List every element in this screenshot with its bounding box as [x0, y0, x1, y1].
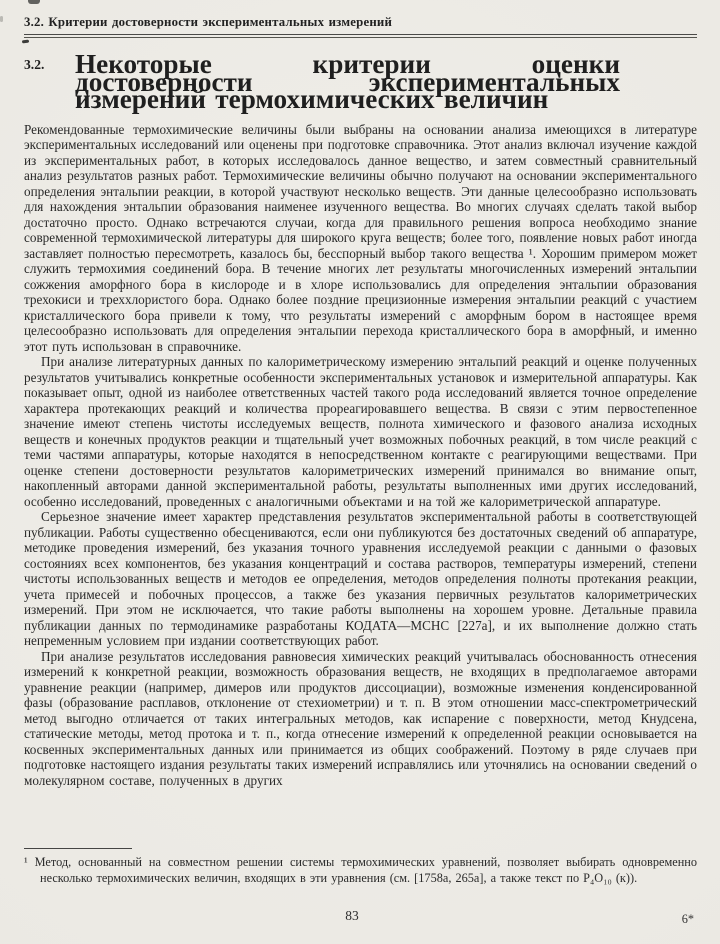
printer-signature-mark: 6*	[681, 912, 694, 926]
paragraph-4: При анализе результатов исследования равновесия химических реакций учитывалась обоснованность отнесения измерений к конкретной реакции, возможность образования веществ, не входящих в предполагаемое авторами уравнение реакции (например, димеров или продуктов диссоциации), возможные изменения конденсированной фазы (образование расплавов, отклонение от стехиометрии) и т. п. В этом отношении масс-спектрометрический метод выгодно отличается от таких интегральных методов, как испарение с поверхности, метод Кнудсена, статические методы, метод протока и т. п., когда отнесение измерений к определенной реакции основывается на косвенных экспериментальных данных или принимается из общих соображений. Поэтому в ряде случаев при подготовке настоящего издания результаты таких измерений исправлялись или уточнялись на основании сведений о молекулярном составе, полученных в других	[24, 648, 697, 788]
header-divider-rule	[24, 34, 697, 38]
running-head-title: 3.2. Критерии достоверности экспериментальных измерений	[24, 15, 393, 29]
section-number: 3.2.	[24, 57, 45, 72]
section-heading	[24, 49, 697, 114]
footnote-divider-rule	[24, 848, 132, 849]
section-title: Некоторые критерии оценки достоверности экспериментальных измерений термохимических величин	[75, 49, 620, 114]
paragraph-3: Серьезное значение имеет характер представления результатов экспериментальной работы в соответствующей публикации. Работы существенно обесцениваются, если они публикуются без достаточных сведений об аппаратуре, методике проведения измерений, без указания точного уравнения исследуемой реакции с данными о фазовых состояниях всех компонентов, без указания концентраций и состава растворов, температуры измерений, степени чистоты использованных веществ и методов ее определения, методов определения полноты протекания реакции, учета примесей и побочных процессов, а также без указания первичных результатов калориметрических измерений. При этом не исключается, что такие работы выполнены на хорошем уровне. Детальные правила публикации данных по термодинамике разработаны КОДАТА—МСНС [227а], и их выполнение должно стать непременным условием при издании соответствующих работ.	[24, 509, 697, 648]
paragraph-1: Рекомендованные термохимические величины были выбраны на основании анализа имеющихся в литературе экспериментальных исследований или оценены при подготовке справочника. Этот анализ включал изучение каждой из экспериментальных работ, в которых исследовалось данное вещество, и затем совместный сравнительный анализ результатов разных работ. Термохимические величины обычно получают на основании экспериментального определения энтальпии реакции, в которой участвуют несколько веществ. Эти данные целесообразно использовать для нахождения энтальпии образования наименее изученного вещества. Во многих случаях сделать такой выбор достаточно просто. Однако встречаются случаи, когда для правильного решения вопроса необходимо знание современной термохимической литературы для широкого круга веществ; более того, появление новых работ иногда заставляет полностью пересмотреть, казалось бы, бесспорный выбор такого вещества ¹. Хорошим примером может служить термохимия соединений бора. В течение многих лет результаты многочисленных измерений энтальпии сожжения аморфного бора в кислороде и в хлоре использовались для определения энтальпии образования трехокиси и треххлористого бора. Однако более поздние прецизионные измерения энтальпии реакций с участием кристаллического бора привели к тому, что результаты измерений с аморфным бором в настоящее время целесообразно использовать для определения энтальпии перехода кристаллического бора в аморфный, и именно этот путь использован в справочнике.	[24, 121, 697, 354]
footnote-block	[24, 848, 697, 886]
body-text	[24, 122, 697, 854]
footnote-text: ¹ Метод, основанный на совместном решении системы термохимических уравнений, позволяет выбирать одновременно несколько термохимических величин, входящих в эти уравнения (см. [1758а, 265а], а также текст по P₄O₁₀ (к)).	[24, 855, 697, 885]
scan-artifact	[28, 0, 40, 4]
scan-artifact	[0, 16, 3, 22]
page-number: 83	[345, 908, 359, 923]
paragraph-2: При анализе литературных данных по калориметрическому измерению энтальпий реакций и оценке полученных результатов учитывались конкретные особенности экспериментальных установок и измерительной аппаратуры. Как показывает опыт, одной из наиболее ответственных частей такого рода исследований является точное определение характера протекающих реакций и количества прореагировавшего вещества. В связи с этим первостепенное значение имеют степень чистоты исследуемых веществ, полнота химического и фазового анализа исходных веществ и конечных продуктов реакции и тщательный учет возможных побочных реакций, в том числе реакций с теми частями аппаратуры, которые находятся в непосредственном контакте с реагирующими веществами. При оценке степени достоверности результатов калориметрических измерений принимался во внимание опыт, накопленный авторами данной экспериментальной работы, результаты выполненных ими других исследований, особенно исследований, проведенных с аналогичными объектами и на той же калориметрической аппаратуре.	[24, 354, 697, 509]
page-header	[24, 15, 697, 38]
